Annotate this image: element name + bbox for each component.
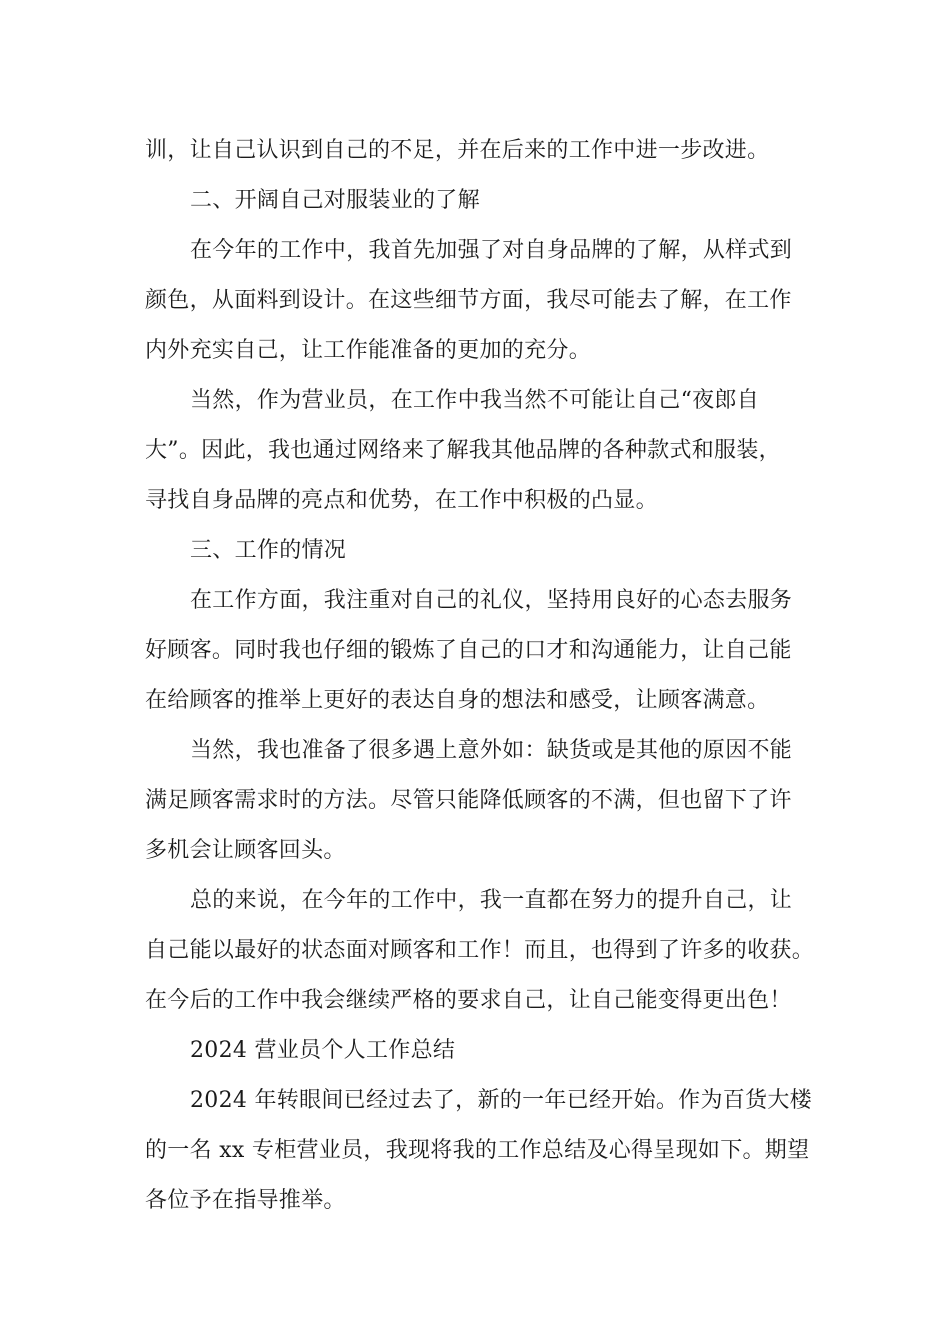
paragraph-line: 2024 年转眼间已经过去了，新的一年已经开始。作为百货大楼 [190,1088,812,1113]
section-heading: 二、开阔自己对服装业的了解 [190,188,480,213]
section-heading: 三、工作的情况 [190,538,347,563]
paragraph-line: 寻找自身品牌的亮点和优势，在工作中积极的凸显。 [145,488,658,513]
paragraph-line: 自己能以最好的状态面对顾客和工作！而且，也得到了许多的收获。 [145,938,815,963]
paragraph-line: 在给顾客的推举上更好的表达自身的想法和感受，让顾客满意。 [145,688,770,713]
paragraph-line: 内外充实自己，让工作能准备的更加的充分。 [145,338,592,363]
paragraph-line: 的一名 xx 专柜营业员，我现将我的工作总结及心得呈现如下。期望 [145,1138,810,1163]
paragraph-line: 多机会让顾客回头。 [145,838,346,863]
paragraph-line: 在工作方面，我注重对自己的礼仪，坚持用良好的心态去服务 [190,588,793,613]
paragraph-line: 总的来说，在今年的工作中，我一直都在努力的提升自己，让 [190,888,793,913]
document-title: 2024 营业员个人工作总结 [190,1038,456,1063]
paragraph-line: 颜色，从面料到设计。在这些细节方面，我尽可能去了解，在工作 [145,288,792,313]
paragraph-line: 当然，我也准备了很多遇上意外如：缺货或是其他的原因不能 [190,738,793,763]
paragraph-line: 训，让自己认识到自己的不足，并在后来的工作中进一步改进。 [145,138,770,163]
paragraph-line: 当然，作为营业员，在工作中我当然不可能让自己“夜郎自 [190,388,760,413]
paragraph-line: 大”。因此，我也通过网络来了解我其他品牌的各种款式和服装， [145,438,781,463]
paragraph-line: 各位予在指导推举。 [145,1188,346,1213]
paragraph-line: 满足顾客需求时的方法。尽管只能降低顾客的不满，但也留下了许 [145,788,792,813]
paragraph-line: 好顾客。同时我也仔细的锻炼了自己的口才和沟通能力，让自己能 [145,638,792,663]
paragraph-line: 在今年的工作中，我首先加强了对自身品牌的了解，从样式到 [190,238,793,263]
paragraph-line: 在今后的工作中我会继续严格的要求自己，让自己能变得更出色！ [145,988,792,1013]
